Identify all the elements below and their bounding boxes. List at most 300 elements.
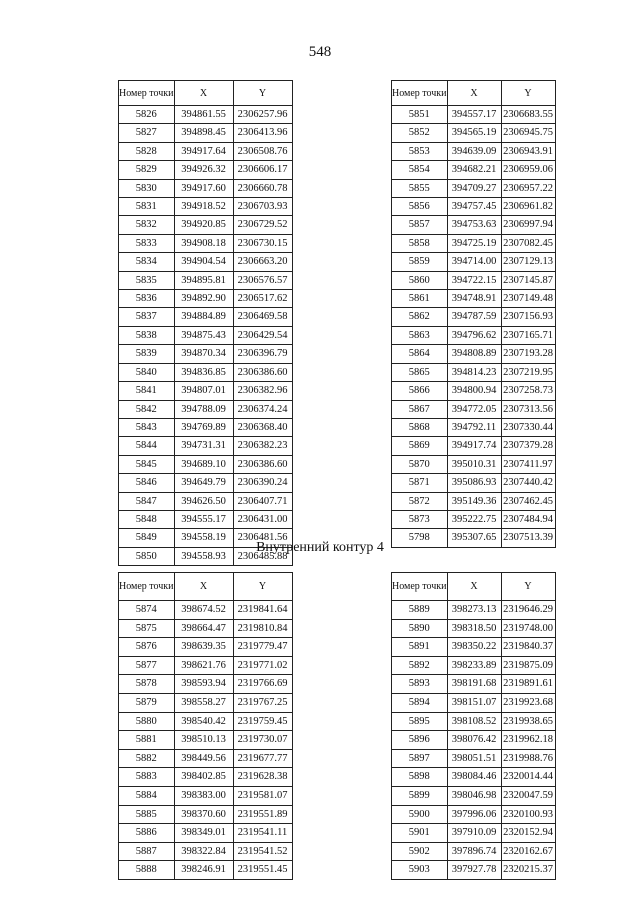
- table-row: [119, 786, 293, 805]
- table-row: [392, 234, 556, 252]
- table-row: [392, 824, 556, 843]
- cell-point-number: 5798: [392, 529, 448, 547]
- cell-x: 398558.27: [174, 693, 233, 712]
- cell-y: 2320162.67: [501, 842, 555, 861]
- cell-point-number: 5880: [119, 712, 175, 731]
- table-row: [119, 842, 293, 861]
- cell-y: 2319962.18: [501, 731, 555, 750]
- cell-x: 394807.01: [174, 382, 233, 400]
- cell-point-number: 5856: [392, 198, 448, 216]
- cell-x: 394895.81: [174, 271, 233, 289]
- cell-y: 2306431.00: [233, 510, 292, 528]
- cell-point-number: 5843: [119, 418, 175, 436]
- cell-point-number: 5868: [392, 418, 448, 436]
- cell-point-number: 5860: [392, 271, 448, 289]
- cell-y: 2306517.62: [233, 290, 292, 308]
- table-row: [119, 712, 293, 731]
- cell-x: 394722.15: [447, 271, 501, 289]
- cell-point-number: 5874: [119, 601, 175, 620]
- cell-point-number: 5872: [392, 492, 448, 510]
- table-row: [392, 290, 556, 308]
- cell-point-number: 5845: [119, 455, 175, 473]
- table-row: [392, 474, 556, 492]
- cell-y: 2319779.47: [233, 638, 292, 657]
- cell-point-number: 5842: [119, 400, 175, 418]
- table-header-row: [119, 573, 293, 601]
- cell-point-number: 5854: [392, 161, 448, 179]
- cell-point-number: 5840: [119, 363, 175, 381]
- cell-x: 397910.09: [447, 824, 501, 843]
- table-row: [392, 786, 556, 805]
- cell-y: 2319541.11: [233, 824, 292, 843]
- header-x: X: [174, 573, 233, 601]
- cell-x: 395086.93: [447, 474, 501, 492]
- cell-x: 394714.00: [447, 253, 501, 271]
- table-row: [392, 106, 556, 124]
- cell-x: 394904.54: [174, 253, 233, 271]
- table-row: [392, 492, 556, 510]
- cell-y: 2307129.13: [501, 253, 555, 271]
- cell-point-number: 5896: [392, 731, 448, 750]
- cell-point-number: 5877: [119, 656, 175, 675]
- cell-point-number: 5881: [119, 731, 175, 750]
- cell-y: 2306683.55: [501, 106, 555, 124]
- cell-point-number: 5841: [119, 382, 175, 400]
- table-row: [119, 382, 293, 400]
- table-row: [119, 656, 293, 675]
- cell-x: 394787.59: [447, 308, 501, 326]
- page-number: 548: [308, 44, 332, 60]
- cell-x: 394792.11: [447, 418, 501, 436]
- cell-point-number: 5827: [119, 124, 175, 142]
- cell-x: 395149.36: [447, 492, 501, 510]
- cell-point-number: 5863: [392, 326, 448, 344]
- table-header-row: [392, 81, 556, 106]
- table-row: [392, 675, 556, 694]
- cell-y: 2306485.88: [233, 547, 292, 565]
- cell-point-number: 5888: [119, 861, 175, 880]
- cell-point-number: 5900: [392, 805, 448, 824]
- cell-point-number: 5830: [119, 179, 175, 197]
- cell-x: 394725.19: [447, 234, 501, 252]
- cell-point-number: 5861: [392, 290, 448, 308]
- cell-y: 2306390.24: [233, 474, 292, 492]
- cell-x: 398046.98: [447, 786, 501, 805]
- section-title: Внутренний контур 4: [256, 540, 384, 555]
- header-y: Y: [501, 81, 555, 106]
- cell-x: 398639.35: [174, 638, 233, 657]
- cell-y: 2307145.87: [501, 271, 555, 289]
- cell-point-number: 5895: [392, 712, 448, 731]
- cell-y: 2306396.79: [233, 345, 292, 363]
- table-row: [119, 400, 293, 418]
- table-row: [119, 749, 293, 768]
- cell-x: 394689.10: [174, 455, 233, 473]
- cell-point-number: 5865: [392, 363, 448, 381]
- cell-y: 2306257.96: [233, 106, 292, 124]
- table-row: [119, 768, 293, 787]
- table-row: [392, 842, 556, 861]
- cell-y: 2319748.00: [501, 619, 555, 638]
- cell-y: 2319646.29: [501, 601, 555, 620]
- cell-y: 2307193.28: [501, 345, 555, 363]
- cell-x: 394796.62: [447, 326, 501, 344]
- table-row: [119, 805, 293, 824]
- cell-y: 2319841.64: [233, 601, 292, 620]
- cell-x: 398051.51: [447, 749, 501, 768]
- cell-y: 2306407.71: [233, 492, 292, 510]
- cell-x: 398350.22: [447, 638, 501, 657]
- table-row: [119, 675, 293, 694]
- table-row: [119, 492, 293, 510]
- cell-point-number: 5855: [392, 179, 448, 197]
- table-row: [119, 198, 293, 216]
- cell-point-number: 5875: [119, 619, 175, 638]
- header-point-number: Номер точки: [119, 81, 175, 106]
- cell-x: 394926.32: [174, 161, 233, 179]
- cell-x: 398370.60: [174, 805, 233, 824]
- cell-x: 394884.89: [174, 308, 233, 326]
- cell-x: 398246.91: [174, 861, 233, 880]
- cell-point-number: 5837: [119, 308, 175, 326]
- cell-y: 2307258.73: [501, 382, 555, 400]
- table-row: [119, 106, 293, 124]
- cell-x: 398318.50: [447, 619, 501, 638]
- cell-y: 2306729.52: [233, 216, 292, 234]
- cell-x: 394788.09: [174, 400, 233, 418]
- cell-x: 394558.93: [174, 547, 233, 565]
- cell-y: 2306943.91: [501, 142, 555, 160]
- cell-point-number: 5893: [392, 675, 448, 694]
- cell-x: 395010.31: [447, 455, 501, 473]
- cell-x: 398674.52: [174, 601, 233, 620]
- header-x: X: [174, 81, 233, 106]
- table-row: [392, 437, 556, 455]
- cell-y: 2319988.76: [501, 749, 555, 768]
- cell-x: 394626.50: [174, 492, 233, 510]
- cell-y: 2306957.22: [501, 179, 555, 197]
- cell-y: 2307082.45: [501, 234, 555, 252]
- cell-point-number: 5894: [392, 693, 448, 712]
- table-row: [392, 619, 556, 638]
- cell-y: 2319628.38: [233, 768, 292, 787]
- cell-point-number: 5829: [119, 161, 175, 179]
- cell-y: 2307156.93: [501, 308, 555, 326]
- header-y: Y: [233, 81, 292, 106]
- cell-x: 398273.13: [447, 601, 501, 620]
- cell-x: 395307.65: [447, 529, 501, 547]
- cell-y: 2307462.45: [501, 492, 555, 510]
- cell-point-number: 5870: [392, 455, 448, 473]
- cell-point-number: 5883: [119, 768, 175, 787]
- cell-y: 2319551.89: [233, 805, 292, 824]
- cell-x: 398108.52: [447, 712, 501, 731]
- cell-y: 2306469.58: [233, 308, 292, 326]
- cell-y: 2320215.37: [501, 861, 555, 880]
- cell-y: 2306730.15: [233, 234, 292, 252]
- cell-x: 394649.79: [174, 474, 233, 492]
- cell-point-number: 5902: [392, 842, 448, 861]
- table-row: [392, 124, 556, 142]
- cell-y: 2307330.44: [501, 418, 555, 436]
- cell-y: 2306945.75: [501, 124, 555, 142]
- cell-x: 398191.68: [447, 675, 501, 694]
- cell-x: 394920.85: [174, 216, 233, 234]
- cell-point-number: 5835: [119, 271, 175, 289]
- table-row: [392, 601, 556, 620]
- table-row: [119, 418, 293, 436]
- table-row: [119, 861, 293, 880]
- cell-x: 398621.76: [174, 656, 233, 675]
- table-row: [119, 142, 293, 160]
- cell-x: 394814.23: [447, 363, 501, 381]
- cell-point-number: 5832: [119, 216, 175, 234]
- cell-point-number: 5876: [119, 638, 175, 657]
- cell-y: 2306959.06: [501, 161, 555, 179]
- cell-x: 398076.42: [447, 731, 501, 750]
- cell-x: 394918.52: [174, 198, 233, 216]
- cell-y: 2307440.42: [501, 474, 555, 492]
- cell-x: 394772.05: [447, 400, 501, 418]
- table-row: [392, 510, 556, 528]
- table-row: [392, 253, 556, 271]
- cell-x: 394917.74: [447, 437, 501, 455]
- table-row: [392, 400, 556, 418]
- table-row: [119, 271, 293, 289]
- cell-y: 2306413.96: [233, 124, 292, 142]
- cell-y: 2319730.07: [233, 731, 292, 750]
- table-row: [392, 749, 556, 768]
- table-row: [392, 216, 556, 234]
- table-header-row: [392, 573, 556, 601]
- cell-x: 394639.09: [447, 142, 501, 160]
- coordinates-table-1: [118, 80, 293, 566]
- cell-point-number: 5898: [392, 768, 448, 787]
- cell-y: 2306961.82: [501, 198, 555, 216]
- table-row: [119, 179, 293, 197]
- table-row: [119, 253, 293, 271]
- cell-y: 2319938.65: [501, 712, 555, 731]
- cell-y: 2320100.93: [501, 805, 555, 824]
- cell-point-number: 5834: [119, 253, 175, 271]
- table-row: [119, 326, 293, 344]
- cell-point-number: 5846: [119, 474, 175, 492]
- table-row: [119, 161, 293, 179]
- table-row: [119, 234, 293, 252]
- cell-x: 394769.89: [174, 418, 233, 436]
- cell-y: 2320014.44: [501, 768, 555, 787]
- cell-y: 2320047.59: [501, 786, 555, 805]
- cell-x: 394917.60: [174, 179, 233, 197]
- cell-x: 398349.01: [174, 824, 233, 843]
- cell-y: 2319677.77: [233, 749, 292, 768]
- cell-y: 2307149.48: [501, 290, 555, 308]
- cell-y: 2319759.45: [233, 712, 292, 731]
- cell-y: 2319891.61: [501, 675, 555, 694]
- cell-point-number: 5853: [392, 142, 448, 160]
- cell-point-number: 5839: [119, 345, 175, 363]
- cell-point-number: 5836: [119, 290, 175, 308]
- table-row: [392, 179, 556, 197]
- table-row: [392, 693, 556, 712]
- cell-x: 397996.06: [447, 805, 501, 824]
- cell-x: 394908.18: [174, 234, 233, 252]
- cell-x: 394565.19: [447, 124, 501, 142]
- coordinates-table-2: [391, 80, 556, 548]
- header-point-number: Номер точки: [119, 573, 175, 601]
- table-row: [392, 656, 556, 675]
- cell-x: 394748.91: [447, 290, 501, 308]
- cell-point-number: 5871: [392, 474, 448, 492]
- cell-x: 394861.55: [174, 106, 233, 124]
- cell-x: 394875.43: [174, 326, 233, 344]
- table-row: [119, 731, 293, 750]
- cell-point-number: 5838: [119, 326, 175, 344]
- table-row: [119, 124, 293, 142]
- table-row: [119, 290, 293, 308]
- table-row: [392, 768, 556, 787]
- cell-x: 394555.17: [174, 510, 233, 528]
- table-row: [392, 198, 556, 216]
- header-point-number: Номер точки: [392, 573, 448, 601]
- table-row: [119, 363, 293, 381]
- cell-point-number: 5879: [119, 693, 175, 712]
- cell-y: 2307165.71: [501, 326, 555, 344]
- cell-y: 2307313.56: [501, 400, 555, 418]
- cell-y: 2306382.23: [233, 437, 292, 455]
- cell-x: 398540.42: [174, 712, 233, 731]
- table-row: [392, 731, 556, 750]
- cell-x: 394870.34: [174, 345, 233, 363]
- cell-point-number: 5831: [119, 198, 175, 216]
- cell-point-number: 5884: [119, 786, 175, 805]
- cell-y: 2306386.60: [233, 363, 292, 381]
- cell-y: 2307379.28: [501, 437, 555, 455]
- cell-x: 394757.45: [447, 198, 501, 216]
- table-row: [392, 712, 556, 731]
- cell-y: 2306660.78: [233, 179, 292, 197]
- cell-x: 395222.75: [447, 510, 501, 528]
- cell-x: 398084.46: [447, 768, 501, 787]
- coordinates-table-4: [391, 572, 556, 880]
- cell-y: 2320152.94: [501, 824, 555, 843]
- cell-x: 398402.85: [174, 768, 233, 787]
- cell-y: 2306997.94: [501, 216, 555, 234]
- cell-y: 2319875.09: [501, 656, 555, 675]
- cell-x: 397896.74: [447, 842, 501, 861]
- cell-x: 398233.89: [447, 656, 501, 675]
- cell-point-number: 5849: [119, 529, 175, 547]
- cell-x: 394557.17: [447, 106, 501, 124]
- cell-x: 394682.21: [447, 161, 501, 179]
- cell-x: 394558.19: [174, 529, 233, 547]
- cell-point-number: 5859: [392, 253, 448, 271]
- cell-x: 398664.47: [174, 619, 233, 638]
- cell-y: 2319767.25: [233, 693, 292, 712]
- cell-y: 2319923.68: [501, 693, 555, 712]
- cell-point-number: 5897: [392, 749, 448, 768]
- cell-x: 394836.85: [174, 363, 233, 381]
- table-row: [392, 326, 556, 344]
- header-y: Y: [233, 573, 292, 601]
- cell-x: 394808.89: [447, 345, 501, 363]
- table-header-row: [119, 81, 293, 106]
- cell-point-number: 5899: [392, 786, 448, 805]
- cell-point-number: 5844: [119, 437, 175, 455]
- cell-point-number: 5903: [392, 861, 448, 880]
- cell-point-number: 5857: [392, 216, 448, 234]
- cell-point-number: 5869: [392, 437, 448, 455]
- table-row: [119, 455, 293, 473]
- cell-x: 398593.94: [174, 675, 233, 694]
- cell-y: 2306576.57: [233, 271, 292, 289]
- table-row: [392, 363, 556, 381]
- header-x: X: [447, 573, 501, 601]
- cell-point-number: 5878: [119, 675, 175, 694]
- cell-y: 2306606.17: [233, 161, 292, 179]
- cell-point-number: 5833: [119, 234, 175, 252]
- table-row: [392, 161, 556, 179]
- cell-point-number: 5850: [119, 547, 175, 565]
- table-row: [392, 861, 556, 880]
- cell-y: 2307484.94: [501, 510, 555, 528]
- cell-y: 2306481.56: [233, 529, 292, 547]
- cell-x: 398383.00: [174, 786, 233, 805]
- table-row: [392, 418, 556, 436]
- table-row: [392, 638, 556, 657]
- cell-x: 394709.27: [447, 179, 501, 197]
- cell-x: 398322.84: [174, 842, 233, 861]
- table-row: [392, 142, 556, 160]
- cell-y: 2306663.20: [233, 253, 292, 271]
- cell-point-number: 5885: [119, 805, 175, 824]
- table-row: [119, 437, 293, 455]
- cell-y: 2319541.52: [233, 842, 292, 861]
- table-row: [392, 345, 556, 363]
- table-row: [119, 693, 293, 712]
- cell-point-number: 5887: [119, 842, 175, 861]
- cell-y: 2319766.69: [233, 675, 292, 694]
- cell-point-number: 5867: [392, 400, 448, 418]
- cell-x: 394731.31: [174, 437, 233, 455]
- cell-y: 2306374.24: [233, 400, 292, 418]
- table-row: [119, 308, 293, 326]
- table-row: [119, 345, 293, 363]
- cell-y: 2306386.60: [233, 455, 292, 473]
- table-row: [392, 271, 556, 289]
- table-row: [119, 474, 293, 492]
- header-x: X: [447, 81, 501, 106]
- table-row: [119, 619, 293, 638]
- cell-y: 2307219.95: [501, 363, 555, 381]
- table-row: [119, 510, 293, 528]
- cell-y: 2306508.76: [233, 142, 292, 160]
- table-row: [392, 308, 556, 326]
- header-y: Y: [501, 573, 555, 601]
- cell-point-number: 5890: [392, 619, 448, 638]
- cell-point-number: 5847: [119, 492, 175, 510]
- cell-point-number: 5866: [392, 382, 448, 400]
- table-row: [119, 601, 293, 620]
- coordinates-table-3: [118, 572, 293, 880]
- cell-x: 394753.63: [447, 216, 501, 234]
- cell-y: 2306382.96: [233, 382, 292, 400]
- cell-point-number: 5891: [392, 638, 448, 657]
- cell-y: 2307411.97: [501, 455, 555, 473]
- cell-point-number: 5873: [392, 510, 448, 528]
- cell-y: 2306429.54: [233, 326, 292, 344]
- cell-point-number: 5882: [119, 749, 175, 768]
